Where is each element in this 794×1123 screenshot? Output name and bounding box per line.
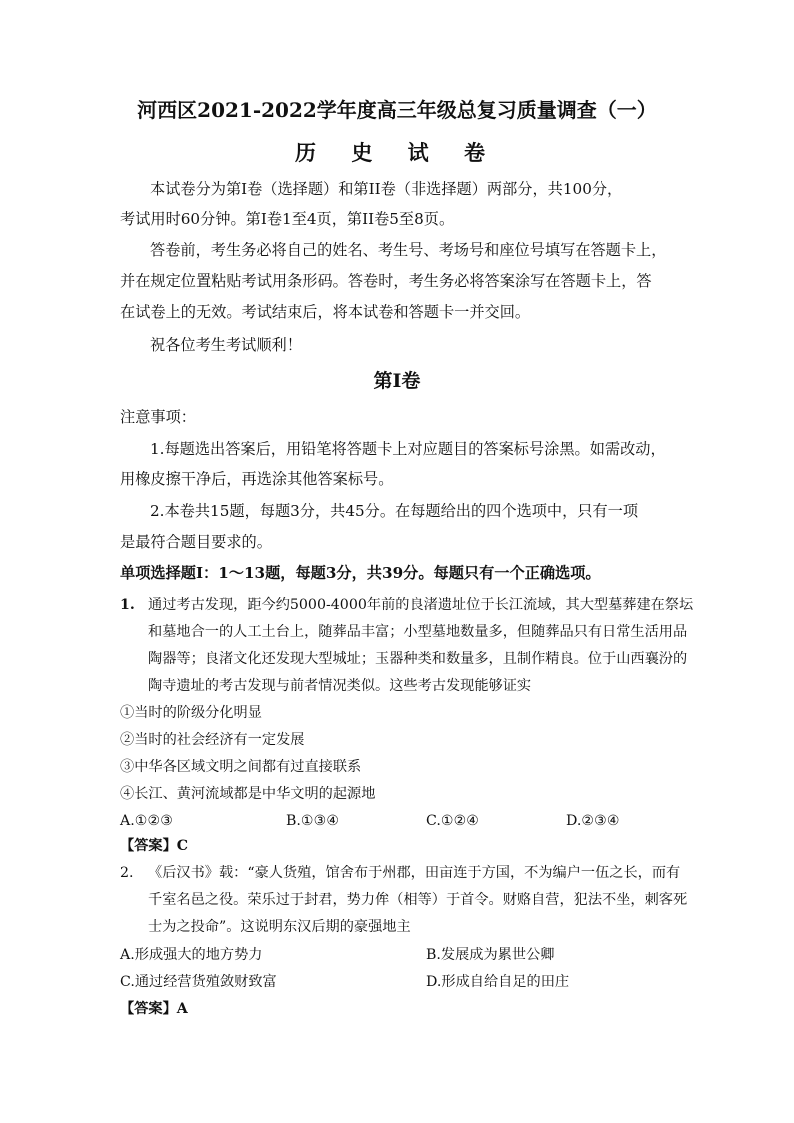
note-1-line-2: 用橡皮擦干净后，再选涂其他答案标号。: [120, 470, 394, 488]
question-1-line-3: 陶器等；良渚文化还发现大型城址；玉器种类和数量多，且制作精良。位于山西襄汾的: [148, 651, 688, 667]
section-heading: 单项选择题Ⅰ：1～13题，每题3分，共39分。每题只有一个正确选项。: [120, 564, 601, 582]
intro-paragraph-2-line-2: 并在规定位置粘贴考试用条形码。答卷时，考生务必将答案涂写在答题卡上，答: [120, 272, 652, 290]
exam-subtitle: [0, 142, 794, 163]
note-1-line-1: 1.每题选出答案后，用铅笔将答题卡上对应题目的答案标号涂黑。如需改动，: [150, 440, 666, 458]
question-2-option-c: C.通过经营货殖敛财致富: [120, 974, 277, 990]
question-1-statement-4: ④长江、黄河流域都是中华文明的起源地: [120, 786, 376, 802]
intro-paragraph-2-line-3: 在试卷上的无效。考试结束后，将本试卷和答题卡一并交回。: [120, 303, 531, 321]
intro-paragraph-1-line-1: 本试卷分为第Ⅰ卷（选择题）和第II卷（非选择题）两部分，共100分，: [150, 180, 623, 198]
section-title-text: 第Ⅰ卷: [373, 370, 421, 392]
intro-paragraph-3: 祝各位考生考试顺利！: [150, 336, 302, 354]
question-2-option-a: A.形成强大的地方势力: [120, 947, 263, 963]
question-2-option-b: B.发展成为累世公卿: [426, 947, 555, 963]
exam-title: [0, 100, 794, 120]
question-2-option-d: D.形成自给自足的田庄: [426, 974, 570, 990]
question-2-line-1: 《后汉书》载：“豪人货殖，馆舍布于州郡，田亩连于方国，不为编户一伍之长，而有: [148, 865, 681, 881]
intro-paragraph-1-line-2: 考试用时60分钟。第Ⅰ卷1至4页，第II卷5至8页。: [120, 210, 455, 228]
question-1-number: 1.: [120, 597, 135, 613]
question-1-option-a: A.①②③: [120, 813, 173, 829]
exam-title-text: 河西区2021-2022学年度高三年级总复习质量调查（一）: [137, 98, 657, 122]
question-2-line-2: 千室名邑之役。荣乐过于封君，势力侔（相等）于首令。财赂自营，犯法不坐，刺客死: [148, 892, 688, 908]
question-1-option-c: C.①②④: [426, 813, 480, 829]
question-1-option-d: D.②③④: [566, 813, 620, 829]
question-1-statement-2: ②当时的社会经济有一定发展: [120, 732, 305, 748]
question-1-line-1: 通过考古发现，距今约5000-4000年前的良渚遗址位于长江流域，其大型墓葬建在祭坛: [148, 597, 694, 613]
question-1-statement-3: ③中华各区域文明之间都有过直接联系: [120, 759, 362, 775]
notes-label: 注意事项：: [120, 408, 196, 426]
question-2-line-3: 士为之投命”。这说明东汉后期的豪强地主: [148, 919, 411, 935]
note-2-line-1: 2.本卷共15题，每题3分，共45分。在每题给出的四个选项中，只有一项: [150, 502, 639, 520]
question-2-answer: 【答案】A: [120, 1001, 188, 1017]
question-2-number: 2.: [120, 865, 134, 881]
intro-paragraph-2-line-1: 答卷前，考生务必将自己的姓名、考生号、考场号和座位号填写在答题卡上，: [150, 241, 667, 259]
section-title: [0, 372, 794, 391]
question-1-statement-1: ①当时的阶级分化明显: [120, 705, 262, 721]
question-1-line-4: 陶寺遗址的考古发现与前者情况类似。这些考古发现能够证实: [148, 678, 532, 694]
note-2-line-2: 是最符合题目要求的。: [120, 533, 272, 551]
question-1-line-2: 和墓地合一的人工土台上，随葬品丰富；小型墓地数量多，但随葬品只有日常生活用品: [148, 624, 688, 640]
question-1-answer: 【答案】C: [120, 838, 189, 854]
exam-subtitle-text: 历 史 试 卷: [295, 140, 499, 165]
question-1-option-b: B.①③④: [286, 813, 340, 829]
